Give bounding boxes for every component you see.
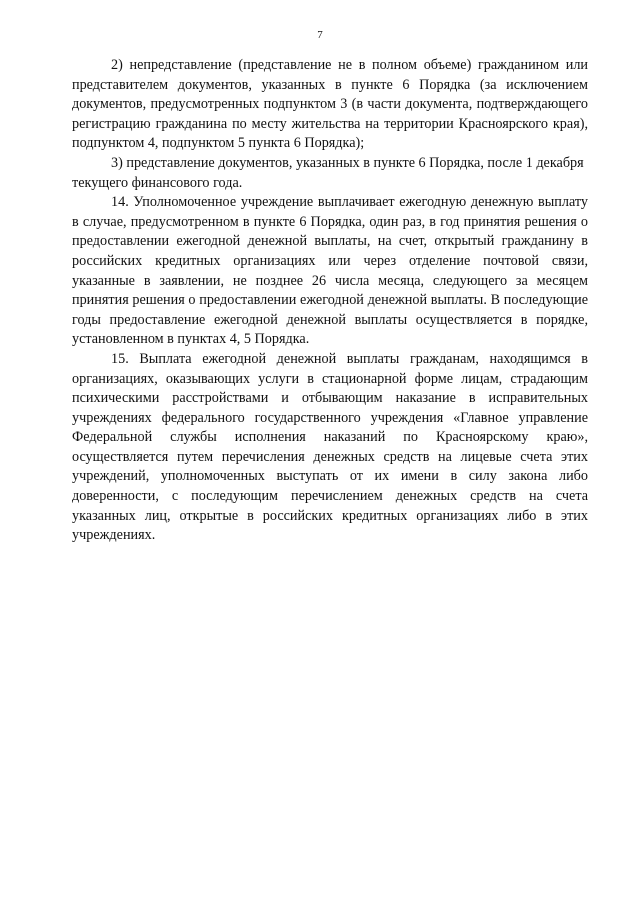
document-body <box>72 56 588 546</box>
paragraph-item-3: 3) представление документов, указанных в пункте 6 Порядка, после 1 декабря текущего финансового года. <box>72 154 584 191</box>
paragraph-item-2: 2) непредставление (представление не в полном объеме) гражданином или представителем документов, указанных в пункте 6 Порядка (за исключением документов, предусмотренных подпунктом 3 (в части документа, подтверждающего регистрацию гражданина по месту жительства на территории Красноярского края), подпунктом 4, подпунктом 5 пункта 6 Порядка); <box>72 57 588 152</box>
paragraph-clause-15: 15. Выплата ежегодной денежной выплаты гражданам, находящимся в организациях, оказывающих услуги в стационарной форме лицам, страдающим психическими расстройствами и отбывающим наказание в исправительных учреждениях федерального государственного учреждения «Главное управление Федеральной службы исполнения наказаний по Красноярскому краю», осуществляется путем перечисления денежных средств на лицевые счета этих учреждений, уполномоченных выступать от их имени в силу закона либо доверенности, с последующим перечислением денежных средств на счета указанных лиц, открытые в российских кредитных организациях либо в этих учреждениях. <box>72 350 588 544</box>
paragraph-clause-14: 14. Уполномоченное учреждение выплачивает ежегодную денежную выплату в случае, предусмотренном в пункте 6 Порядка, один раз, в год принятия решения о предоставлении ежегодной денежной выплаты, на счет, открытый гражданину в российских кредитных организациях или через отделение почтовой связи, указанные в заявлении, не позднее 26 числа месяца, следующего за месяцем принятия решения о предоставлении ежегодной денежной выплаты. В последующие годы предоставление ежегодной денежной выплаты осуществляется в порядке, установленном в пунктах 4, 5 Порядка. <box>72 194 588 348</box>
page-number: 7 <box>317 29 323 41</box>
